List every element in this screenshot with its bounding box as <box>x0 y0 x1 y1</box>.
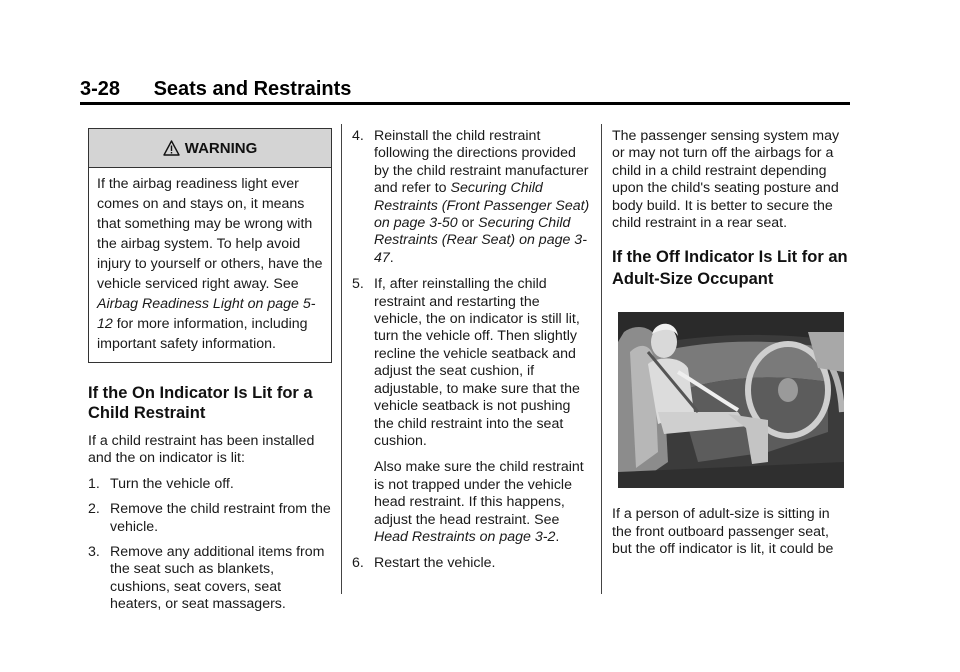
page-number: 3-28 <box>80 78 121 100</box>
steps-list <box>88 476 332 614</box>
column-3 <box>612 128 852 559</box>
paragraph: If a person of adult-size is sitting in the front outboard passenger seat, but the off indicator is lit, it could be <box>612 506 834 558</box>
step-text-part: or <box>457 215 479 232</box>
warning-icon <box>163 140 180 156</box>
column-1 <box>88 128 332 614</box>
list-item <box>88 501 332 536</box>
warning-body-text-end: for more information, including important safety information. <box>97 316 308 352</box>
warning-box <box>88 128 332 363</box>
step-number: 3. <box>88 544 100 561</box>
section-heading: If the Off Indicator Is Lit for an Adult-Size Occupant <box>612 248 848 289</box>
step-text-part: . <box>389 249 394 266</box>
step-text <box>374 276 590 546</box>
cross-reference-link[interactable]: Head Restraints on page 3-2 <box>374 528 556 545</box>
step-text: Turn the vehicle off. <box>110 475 234 492</box>
warning-header <box>89 129 331 168</box>
column-divider <box>341 124 342 594</box>
step-text: Remove any additional items from the seat such as blankets, cushions, seat covers, seat heaters, or seat massagers. <box>110 544 325 613</box>
section-heading: If the On Indicator Is Lit for a Child Restraint <box>88 384 313 422</box>
list-item <box>352 555 590 572</box>
header-rule <box>80 102 850 105</box>
list-item <box>88 476 332 493</box>
column-2 <box>352 128 590 573</box>
cross-reference-link[interactable]: Airbag Readiness Light on page 5-12 <box>97 296 316 332</box>
step-number: 5. <box>352 276 364 293</box>
list-item <box>352 128 590 267</box>
step-text-part: . <box>555 528 560 545</box>
step-number: 4. <box>352 128 364 144</box>
paragraph: The passenger sensing system may or may not turn off the airbags for a child in a child restraint depending upon the child's seating posture and body build. It is better to secure the child restraint in a rear seat. <box>612 128 840 232</box>
step-text <box>374 128 590 267</box>
step-text: Remove the child restraint from the vehicle. <box>110 501 331 535</box>
column-divider <box>601 124 602 594</box>
step-text-part: Reinstall the child restraint following the directions provided by the child restraint manufacturer and refer to <box>374 128 589 197</box>
step-text: Restart the vehicle. <box>374 555 496 572</box>
occupant-illustration <box>618 312 844 488</box>
list-item <box>88 544 332 614</box>
cross-reference-link[interactable]: Securing Child Restraints (Front Passenger Seat) on page 3-50 <box>374 180 590 232</box>
car-interior-illustration <box>618 312 844 488</box>
step-number: 2. <box>88 501 100 518</box>
warning-text <box>89 168 331 362</box>
steps-list-continued <box>352 128 590 573</box>
page-header <box>80 78 850 104</box>
step-text-part: If, after reinstalling the child restraint and restarting the vehicle, the on indicator is still lit, turn the vehicle off. Then slightly recline the vehicle seatback and adjust the seat cushion, if adjustable, to make sure that the vehicle seatback is not pushing the child restraint into the seat cushion. <box>374 276 580 449</box>
chapter-title: Seats and Restraints <box>153 78 352 100</box>
cross-reference-link[interactable]: Securing Child Restraints (Rear Seat) on page 3-47 <box>374 215 587 266</box>
warning-heading: WARNING <box>184 139 258 157</box>
step-number: 6. <box>352 555 364 572</box>
step-extra <box>374 459 590 546</box>
step-text-part: Also make sure the child restraint is not trapped under the vehicle head restraint. If this happens, adjust the head restraint. See <box>374 459 584 528</box>
warning-body-text: If the airbag readiness light ever comes on and stays on, it means that something may be wrong with the airbag system. To help avoid injury to yourself or others, have the vehicle serviced right away. See <box>97 176 323 292</box>
section-intro: If a child restraint has been installed and the on indicator is lit: <box>88 433 315 467</box>
list-item <box>352 276 590 546</box>
step-number: 1. <box>88 475 100 492</box>
